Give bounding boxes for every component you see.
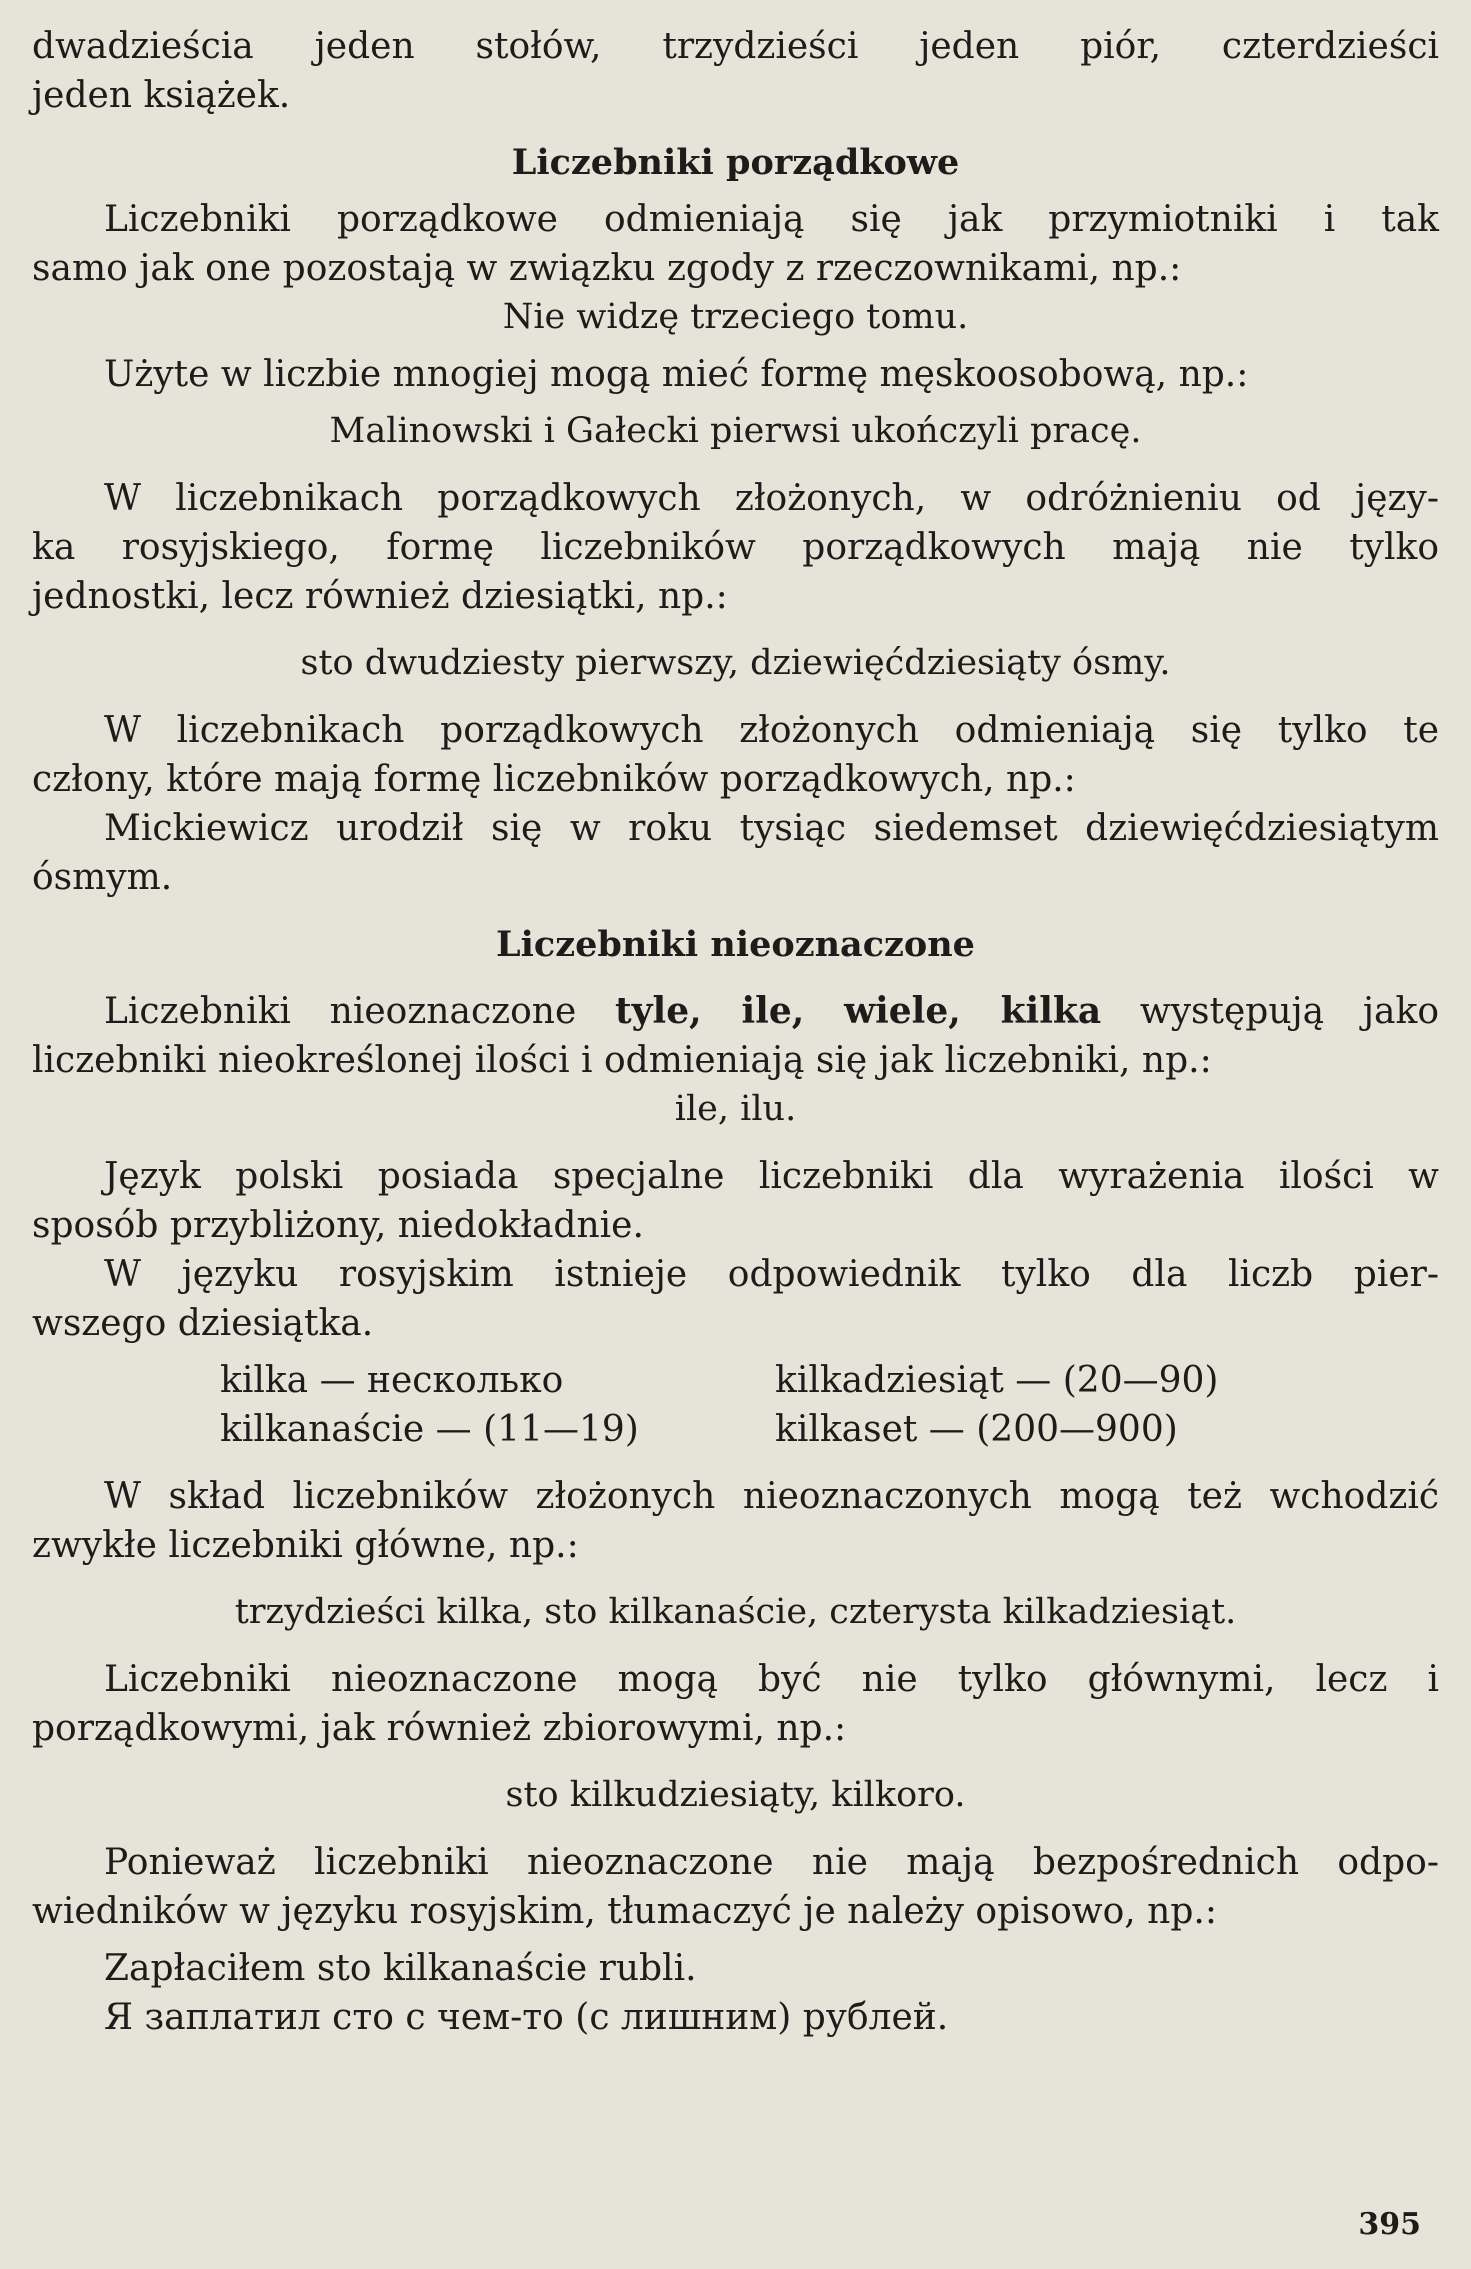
example-sentence: Malinowski i Gałecki pierwsi ukończyli pracę. — [329, 411, 1142, 451]
example-sentence: sto kilkudziesiąty, kilkoro. — [505, 1775, 966, 1815]
section-heading-porzadkowe: Liczebniki porządkowe — [511, 142, 960, 183]
numeral-table — [32, 1356, 1439, 1454]
paragraph-line: porządkowymi, jak również zbiorowymi, np.: — [32, 1708, 847, 1749]
paragraph-line: wiedników w języku rosyjskim, tłumaczyć je należy opisowo, np.: — [32, 1891, 1217, 1932]
paragraph-line: Język polski posiada specjalne liczebniki dla wyrażenia ilości w — [104, 1156, 1439, 1197]
paragraph-line: zwykłe liczebniki główne, np.: — [32, 1525, 579, 1566]
paragraph-line — [32, 987, 1439, 1036]
example-sentence: Mickiewicz urodził się w roku tysiąc siedemset dziewięćdziesiątym — [104, 808, 1439, 849]
paragraph-line: Liczebniki nieoznaczone mogą być nie tylko głównymi, lecz i — [104, 1659, 1439, 1700]
paragraph-line: W skład liczebników złożonych nieoznaczonych mogą też wchodzić — [104, 1476, 1439, 1517]
example-sentence: Nie widzę trzeciego tomu. — [502, 297, 969, 337]
paragraph-line: sposób przybliżony, niedokładnie. — [32, 1205, 644, 1246]
paragraph-line: ka rosyjskiego, formę liczebników porządkowych mają nie tylko — [32, 527, 1439, 568]
example-sentence: Zapłaciłem sto kilkanaście rubli. — [104, 1948, 697, 1989]
example-sentence: trzydzieści kilka, sto kilkanaście, czterysta kilkadziesiąt. — [234, 1592, 1237, 1632]
example-sentence-russian: Я заплатил сто с чем-то (с лишним) рублей. — [104, 1997, 949, 2038]
continuation-line: dwadzieścia jeden stołów, trzydzieści jeden piór, czterdzieści — [32, 26, 1439, 67]
example-sentence: ile, ilu. — [674, 1089, 797, 1129]
table-cell: kilkadziesiąt — (20—90) — [775, 1360, 1219, 1401]
paragraph-line: człony, które mają formę liczebników porządkowych, np.: — [32, 759, 1076, 800]
paragraph-line: W języku rosyjskim istnieje odpowiednik tylko dla liczb pier- — [104, 1254, 1439, 1295]
continuation-line: jeden książek. — [32, 75, 291, 116]
paragraph-line: liczebniki nieokreślonej ilości i odmieniają się jak liczebniki, np.: — [32, 1040, 1212, 1081]
paragraph-line: W liczebnikach porządkowych złożonych, w odróżnieniu od języ- — [104, 478, 1439, 519]
section-heading-nieoznaczone: Liczebniki nieoznaczone — [496, 924, 975, 965]
bold-terms: tyle, ile, wiele, kilka — [614, 990, 1102, 1032]
paragraph-line: Użyte w liczbie mnogiej mogą mieć formę męskoosobową, np.: — [104, 354, 1249, 395]
text-run: Liczebniki nieoznaczone — [104, 991, 577, 1032]
table-cell: kilkanaście — (11—19) — [220, 1409, 639, 1450]
paragraph-line: Ponieważ liczebniki nieoznaczone nie mają bezpośrednich odpo- — [104, 1842, 1439, 1883]
text-run: występują jako — [1139, 991, 1439, 1032]
paragraph-line: jednostki, lecz również dziesiątki, np.: — [32, 576, 728, 617]
paragraph-line: W liczebnikach porządkowych złożonych odmieniają się tylko te — [104, 710, 1439, 751]
example-sentence: ósmym. — [32, 857, 173, 898]
paragraph-line: Liczebniki porządkowe odmieniają się jak przymiotniki i tak — [104, 199, 1439, 240]
paragraph-line: wszego dziesiątka. — [32, 1303, 374, 1344]
table-cell: kilka — несколько — [220, 1360, 564, 1401]
table-cell: kilkaset — (200—900) — [775, 1409, 1178, 1450]
page-number: 395 — [1358, 2207, 1421, 2242]
example-sentence: sto dwudziesty pierwszy, dziewięćdziesiąty ósmy. — [300, 643, 1171, 683]
paragraph-line: samo jak one pozostają w związku zgody z rzeczownikami, np.: — [32, 248, 1182, 289]
